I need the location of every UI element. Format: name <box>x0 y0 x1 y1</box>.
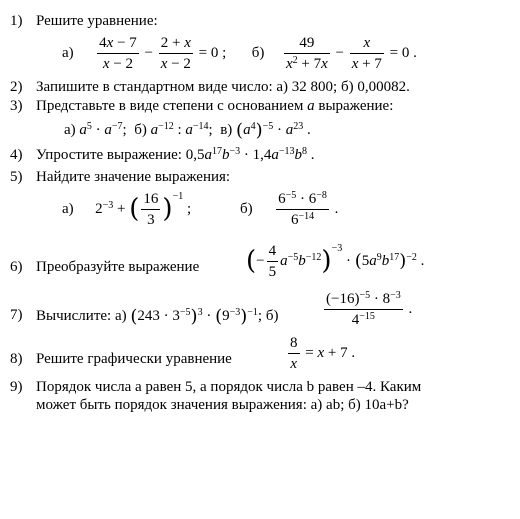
task-5-expr-a: а) $2^{-3}$ + ( $\frac{16}{3}$ )$^{-1}$ ; <box>62 190 192 228</box>
part-b-label: б) <box>265 308 279 325</box>
part-b-label: б) <box>251 44 265 61</box>
fraction: $\frac{4x - 7}{x - 2}$ <box>99 35 137 72</box>
task-text: Упростите выражение: <box>36 147 182 163</box>
worksheet: 1) Решите уравнение: а) $\frac{4x - 7}{x - 2}$ − $\frac{2 + x}{x - 2}$ = 0 ; б) $\frac{49}{x^2 + 7x}$ − $\frac{x}{x + 7}$ = 0 . 2) Запишите в стандартном виде число: а) 32 800; б) 0,00082. 3) Представьте в виде степени с основанием a выражение: а) $a^5 \cdot a^{-7}$; б) $a^{-12}$ : $a^{-14}$; в) $(a^4)^{-5} \cdot a^{23}$ . 4) Упростите выражение: $0,5a^{17}b^{-3} \cdot 1,4a^{-13}b^8$ . 5) Найдите значение выражения: а) $2^{-3}$ + ( $\frac{16}{3}$ )$^{-1}$ ; б) $\frac{6^{-5} \cdot 6^{-8}}{6^{-14}}$ . 6) Преобразуйте выражение (− $\frac{4}{5}$ $a^{-5}b^{-12})^{-3} \cdot (5a^9b^{17})^{-2}$ . 7) Вычислите: а) $(243 \cdot 3^{-5})^3 \cdot (9^{-3})^{-1}$; б) $\frac{(-16)^{-5} \cdot 8^{-3}}{4^{-15}}$ . 8) Решите графически уравнение $\frac{8}{x}$ = x + 7 . 9) Порядок числа a равен 5, а порядок числа b равен –4. Каким может быть порядок значения выражения: а) ab; б) 10a+b? <box>10 13 425 413</box>
task-number: 4) <box>10 147 23 163</box>
part-a-label: а) <box>62 44 74 61</box>
fraction: $\frac{x}{x + 7}$ <box>351 35 382 72</box>
task-number: 8) <box>10 351 23 367</box>
task-number: 3) <box>10 98 23 114</box>
task-number: 9) <box>10 379 23 395</box>
task-3-expressions: а) $a^5 \cdot a^{-7}$; б) $a^{-12}$ : $a^{-14}$; в) $(a^4)^{-5} \cdot a^{23}$ . <box>64 120 311 141</box>
part-a-label: а) <box>62 200 74 217</box>
task-text: Решите уравнение: <box>36 13 158 29</box>
task-5-expr-b: б) $\frac{6^{-5} \cdot 6^{-8}}{6^{-14}}$ . <box>240 190 339 228</box>
task-number: 7) <box>10 307 23 323</box>
fraction: $\frac{2 + x}{x - 2}$ <box>160 35 191 72</box>
task-text: Вычислите: <box>36 308 112 325</box>
part-a-label: а) <box>114 308 127 325</box>
task-number: 6) <box>10 259 23 275</box>
task-text: Представьте в виде степени с основанием <box>36 98 304 114</box>
task-number: 5) <box>10 169 23 185</box>
task-text-line2: может быть порядок значения выражения: а) ab; б) 10a+b? <box>36 397 409 413</box>
part-b-label: б) <box>240 200 253 217</box>
task-1-equations: а) $\frac{4x - 7}{x - 2}$ − $\frac{2 + x}{x - 2}$ = 0 ; б) $\frac{49}{x^2 + 7x}$ − $\frac{x}{x + 7}$ = 0 . <box>62 35 417 72</box>
fraction: $\frac{49}{x^2 + 7x}$ <box>285 35 328 72</box>
task-text: Преобразуйте выражение <box>36 259 200 275</box>
task-number: 2) <box>10 79 23 95</box>
task-text-line1: Порядок числа a равен 5, а порядок числа b равен –4. Каким <box>36 379 422 395</box>
task-text: Найдите значение выражения: <box>36 169 231 185</box>
base-variable: a <box>307 98 315 114</box>
task-text: Запишите в стандартном виде число: а) 32 800; б) 0,00082. <box>36 79 410 95</box>
task-number: 1) <box>10 13 23 29</box>
task-text-end: выражение: <box>318 98 394 114</box>
task-text: Решите графически уравнение <box>36 351 232 367</box>
